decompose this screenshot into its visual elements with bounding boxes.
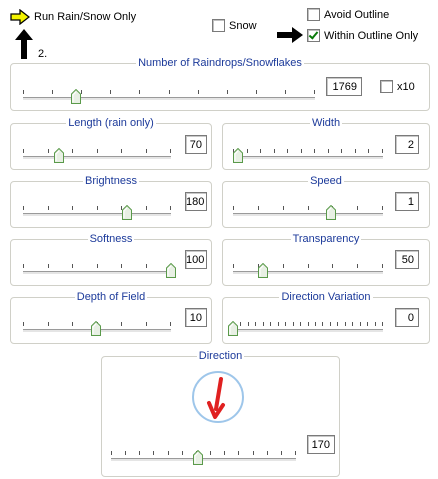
yellow-right-arrow-icon [10, 9, 30, 25]
run-rain-snow-only-button[interactable] [10, 7, 136, 27]
slider-tick [72, 264, 73, 268]
slider-tick [182, 451, 183, 455]
slider-tick [23, 264, 24, 268]
slider-tick [285, 90, 286, 94]
slider-tick [283, 206, 284, 210]
slider-tick [267, 451, 268, 455]
within-outline-checkbox-box[interactable] [307, 29, 320, 42]
slider-tick [125, 451, 126, 455]
slider-tick [382, 206, 383, 210]
slider-tick [23, 322, 24, 326]
slider-tick [238, 451, 239, 455]
slider-tick [337, 322, 338, 326]
slider-tick [198, 90, 199, 94]
slider-tick [287, 149, 288, 153]
slider-tick [23, 90, 24, 94]
slider-tick [72, 149, 73, 153]
raindrops-title: Number of Raindrops/Snowflakes [138, 57, 302, 69]
avoid-outline-checkbox-box[interactable] [307, 8, 320, 21]
width-value[interactable]: 2 [395, 135, 419, 154]
depth-title: Depth of Field [76, 291, 146, 303]
avoid-outline-checkbox[interactable] [307, 8, 389, 21]
direction-slider-thumb[interactable] [193, 450, 203, 465]
slider-tick [146, 322, 147, 326]
slider-tick [170, 322, 171, 326]
slider-tick [341, 149, 342, 153]
slider-tick [121, 322, 122, 326]
black-right-arrow-icon [276, 26, 304, 44]
slider-tick [270, 322, 271, 326]
slider-tick [278, 322, 279, 326]
slider-tick [97, 206, 98, 210]
length-slider[interactable] [23, 156, 171, 160]
slider-tick [285, 322, 286, 326]
depth-value[interactable]: 10 [185, 308, 207, 327]
direction-value[interactable]: 170 [307, 435, 335, 454]
direction-slider[interactable] [111, 458, 296, 462]
slider-tick [233, 264, 234, 268]
slider-tick [48, 206, 49, 210]
raindrops-slider-thumb[interactable] [71, 89, 81, 104]
step-label: 2. [38, 48, 48, 60]
slider-tick [170, 206, 171, 210]
slider-tick [382, 322, 383, 326]
run-label: Run Rain/Snow Only [34, 11, 137, 23]
width-title: Width [311, 117, 341, 129]
slider-tick [368, 149, 369, 153]
x10-checkbox[interactable] [380, 80, 415, 93]
slider-tick [274, 149, 275, 153]
slider-tick [168, 451, 169, 455]
slider-tick [48, 264, 49, 268]
slider-tick [224, 451, 225, 455]
within-outline-label: Within Outline Only [324, 29, 419, 42]
softness-slider[interactable] [23, 271, 171, 275]
slider-tick [240, 322, 241, 326]
raindrops-value[interactable]: 1769 [326, 77, 362, 96]
length-group [10, 117, 212, 170]
slider-tick [295, 451, 296, 455]
slider-tick [48, 322, 49, 326]
brightness-slider-thumb[interactable] [122, 205, 132, 220]
slider-tick [23, 206, 24, 210]
slider-tick [332, 264, 333, 268]
slider-tick [255, 322, 256, 326]
slider-tick [97, 149, 98, 153]
slider-tick [308, 264, 309, 268]
softness-title: Softness [89, 233, 133, 245]
slider-tick [72, 322, 73, 326]
snow-checkbox-box[interactable] [212, 19, 225, 32]
slider-tick [146, 149, 147, 153]
slider-tick [81, 90, 82, 94]
transparency-value[interactable]: 50 [395, 250, 419, 269]
slider-tick [263, 322, 264, 326]
speed-slider-thumb[interactable] [326, 205, 336, 220]
slider-tick [352, 322, 353, 326]
softness-slider-thumb[interactable] [166, 263, 176, 278]
width-group [222, 117, 430, 170]
slider-tick [382, 149, 383, 153]
transparency-group [222, 233, 430, 286]
speed-group [222, 175, 430, 228]
slider-tick [308, 322, 309, 326]
slider-tick [357, 206, 358, 210]
slider-tick [314, 90, 315, 94]
depth-of-field-group [10, 291, 212, 344]
slider-tick [248, 322, 249, 326]
red-down-arrow-icon [194, 373, 242, 421]
transparency-title: Transparency [292, 233, 360, 245]
brightness-value[interactable]: 180 [185, 192, 207, 211]
width-slider-thumb[interactable] [233, 148, 243, 163]
slider-tick [227, 90, 228, 94]
transparency-slider[interactable] [233, 271, 383, 275]
slider-tick [247, 149, 248, 153]
within-outline-only-checkbox[interactable] [307, 29, 418, 42]
slider-tick [330, 322, 331, 326]
snow-checkbox[interactable] [212, 19, 257, 32]
x10-checkbox-box[interactable] [380, 80, 393, 93]
slider-tick [97, 264, 98, 268]
slider-tick [315, 322, 316, 326]
direction-variation-value[interactable]: 0 [395, 308, 419, 327]
slider-tick [253, 451, 254, 455]
slider-tick [139, 451, 140, 455]
length-value[interactable]: 70 [185, 135, 207, 154]
slider-tick [111, 451, 112, 455]
slider-tick [139, 90, 140, 94]
slider-tick [72, 206, 73, 210]
slider-tick [256, 90, 257, 94]
transparency-slider-thumb[interactable] [258, 263, 268, 278]
direction-title: Direction [198, 350, 243, 362]
slider-tick [360, 322, 361, 326]
raindrops-group [10, 57, 430, 111]
brightness-group [10, 175, 212, 228]
depth-slider-thumb[interactable] [91, 321, 101, 336]
direction-group [101, 350, 340, 477]
direction-variation-slider-thumb[interactable] [228, 321, 238, 336]
slider-tick [23, 149, 24, 153]
slider-tick [293, 322, 294, 326]
speed-title: Speed [310, 175, 342, 187]
speed-slider[interactable] [233, 213, 383, 217]
x10-label: x10 [397, 80, 415, 93]
speed-value[interactable]: 1 [395, 192, 419, 211]
slider-tick [260, 149, 261, 153]
slider-tick [52, 90, 53, 94]
slider-tick [146, 206, 147, 210]
snow-label: Snow [229, 19, 257, 32]
direction-variation-group [222, 291, 430, 344]
slider-tick [121, 264, 122, 268]
slider-tick [314, 149, 315, 153]
softness-group [10, 233, 212, 286]
brightness-title: Brightness [85, 175, 137, 187]
slider-tick [48, 149, 49, 153]
slider-tick [146, 264, 147, 268]
slider-tick [170, 149, 171, 153]
softness-value[interactable]: 100 [185, 250, 207, 269]
raindrops-slider[interactable] [23, 97, 315, 101]
length-slider-thumb[interactable] [54, 148, 64, 163]
slider-tick [308, 206, 309, 210]
slider-tick [355, 149, 356, 153]
width-slider[interactable] [233, 156, 383, 160]
slider-tick [233, 206, 234, 210]
slider-tick [110, 90, 111, 94]
avoid-outline-label: Avoid Outline [324, 8, 390, 21]
slider-tick [322, 322, 323, 326]
depth-slider[interactable] [23, 329, 171, 333]
slider-tick [169, 90, 170, 94]
direction-variation-title: Direction Variation [281, 291, 371, 303]
slider-tick [281, 451, 282, 455]
direction-dial[interactable] [192, 371, 244, 423]
slider-tick [382, 264, 383, 268]
slider-tick [301, 149, 302, 153]
slider-tick [283, 264, 284, 268]
slider-tick [258, 206, 259, 210]
slider-tick [328, 149, 329, 153]
slider-tick [121, 149, 122, 153]
slider-tick [357, 264, 358, 268]
slider-tick [153, 451, 154, 455]
direction-variation-slider[interactable] [233, 329, 383, 333]
slider-tick [375, 322, 376, 326]
length-title: Length (rain only) [68, 117, 154, 129]
brightness-slider[interactable] [23, 213, 171, 217]
slider-tick [367, 322, 368, 326]
slider-tick [345, 322, 346, 326]
slider-tick [210, 451, 211, 455]
slider-tick [300, 322, 301, 326]
